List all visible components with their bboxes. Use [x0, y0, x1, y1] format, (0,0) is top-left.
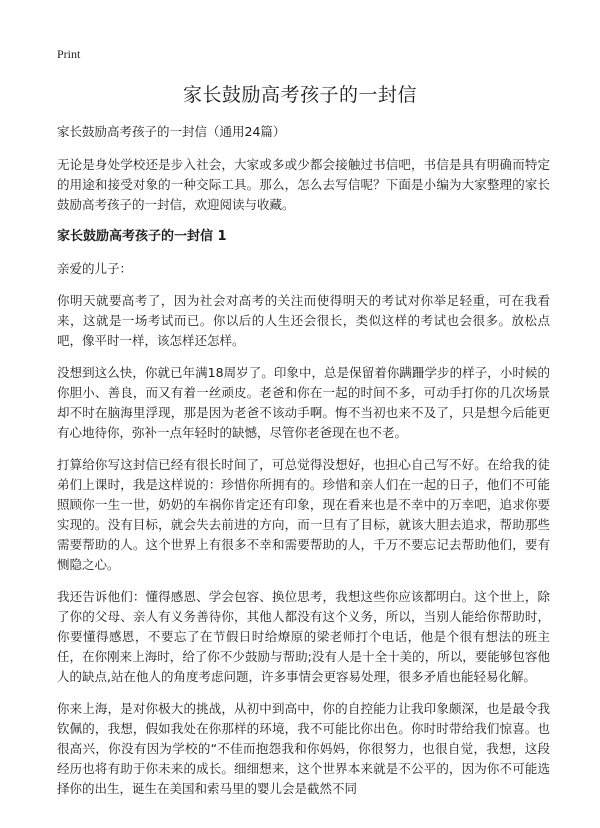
page-title: 家长鼓励高考孩子的一封信: [182, 84, 417, 106]
salutation: 亲爱的儿子：: [57, 261, 133, 276]
print-link[interactable]: Print: [57, 47, 81, 61]
intro-paragraph: 无论是身处学校还是步入社会，大家或多或少都会接触过书信吧，书信是具有明确而特定的用途和接受对象的一种交际工具。那么，怎么去写信呢？下面是小编为大家整理的家长鼓励高考孩子的一封信，欢迎阅读与收藏。: [57, 157, 550, 212]
article-body: [57, 122, 550, 811]
body-paragraph: 你来上海，是对你极大的挑战，从初中到高中，你的自控能力让我印象颇深，也是最令我钦佩的，我想，假如我处在你那样的环境，我不可能比你出色。你时时带给我们惊喜。也很高兴，你没有因为学校的“不佳而抱怨我和你妈妈，你很努力，也很自觉，我想，这段经历也将有助于你未来的成长。细细想来，这个世界本来就是不公平的，因为你不可能选择你的出生，诞生在美国和索马里的婴儿会是截然不同: [57, 701, 550, 796]
body-paragraph: 没想到这么快，你就已年满18周岁了。印象中，总是保留着你蹒跚学步的样子，小时候的你胆小、善良，而又有着一丝顽皮。老爸和你在一起的时间不多，可动手打你的几次场景却不时在脑海里浮现，那是因为老爸不该动手啊。悔不当初也来不及了，只是想今后能更有心地待你，弥补一点年轻时的缺憾，尽管你老爸现在也不老。: [57, 365, 550, 440]
section-heading: 家长鼓励高考孩子的一封信 1: [57, 229, 227, 244]
body-paragraph: 我还告诉他们：懂得感恩、学会包容、换位思考，我想这些你应该都明白。这个世上，除了你的父母、亲人有义务善待你，其他人都没有这个义务，所以，当别人能给你帮助时，你要懂得感恩，不要忘了在节假日时给燎原的梁老师打个电话，他是个很有想法的班主任，在你刚来上海时，给了你不少鼓励与帮助;没有人是十全十美的，所以，要能够包容他人的缺点,站在他人的角度考虑问题，许多事情会更容易处理，很多矛盾也能轻易化解。: [57, 589, 550, 684]
body-paragraph: 打算给你写这封信已经有很长时间了，可总觉得没想好，也担心自己写不好。在给我的徒弟们上课时，我是这样说的：珍惜你所拥有的。珍惜和亲人们在一起的日子，他们不可能照顾你一生一世，奶奶的车祸你肯定还有印象，现在看来也是不幸中的万幸吧，追求你要实现的。没有目标，就会失去前进的方向，而一旦有了目标，就该大胆去追求，帮助那些需要帮助的人。这个世界上有很多不幸和需要帮助的人，千万不要忘记去帮助他们，要有恻隐之心。: [57, 457, 550, 572]
article-subtitle: 家长鼓励高考孩子的一封信（通用24篇）: [57, 124, 286, 139]
body-paragraph: 你明天就要高考了，因为社会对高考的关注而使得明天的考试对你举足轻重，可在我看来，这就是一场考试而已。你以后的人生还会很长，类似这样的考试也会很多。放松点吧，像平时一样，该怎样还怎样。: [57, 293, 550, 348]
